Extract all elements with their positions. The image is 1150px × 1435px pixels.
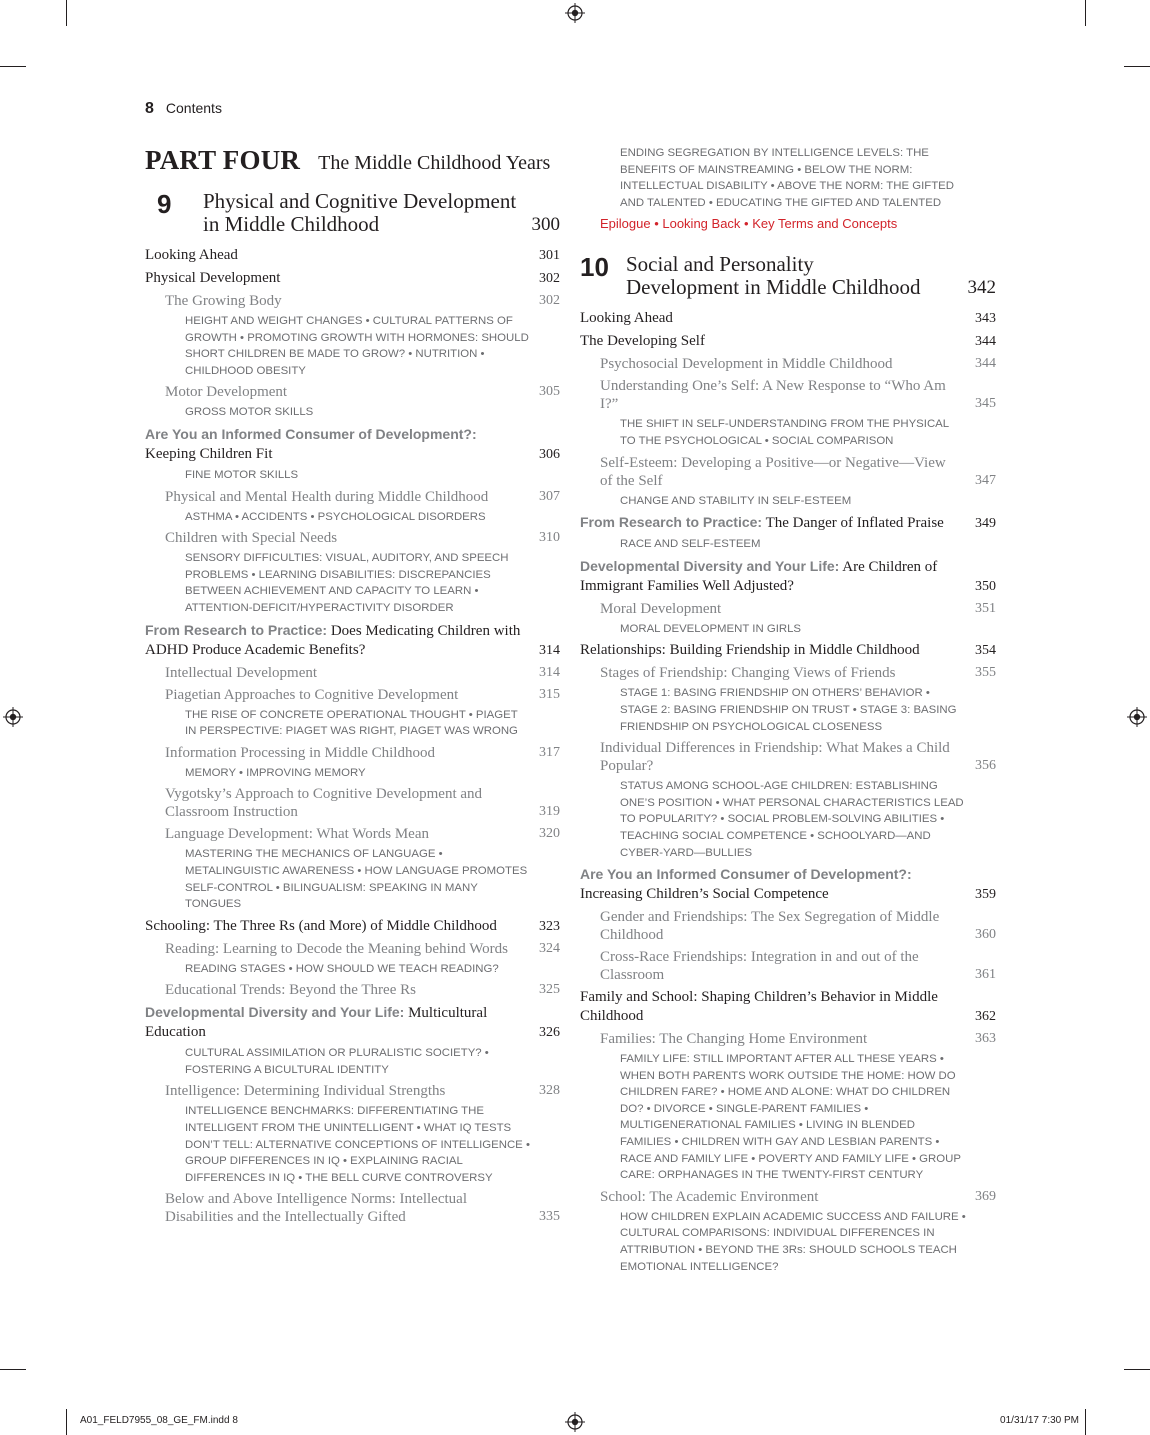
toc-feature-entry[interactable] xyxy=(580,513,996,533)
toc-entry-text: Vygotsky’s Approach to Cognitive Development and Classroom Instruction xyxy=(165,786,483,821)
toc-entry-text: Language Development: What Words Mean xyxy=(165,826,429,843)
toc-entry-text: Physical and Mental Health during Middle Childhood xyxy=(165,488,489,505)
feature-title: Multicultural Education xyxy=(145,1005,488,1041)
toc-page-number: 310 xyxy=(539,530,560,546)
feature-label: Developmental Diversity and Your Life: xyxy=(580,557,840,574)
toc-section-entry[interactable] xyxy=(580,988,996,1026)
toc-page-number: 302 xyxy=(539,271,560,286)
toc-page-number: 306 xyxy=(539,446,560,462)
page-number: 8 xyxy=(145,100,154,117)
toc-list xyxy=(580,309,996,1275)
toc-subsection-entry[interactable] xyxy=(580,454,996,490)
toc-entry-text: Self-Esteem: Developing a Positive—or Negative—View of the Self xyxy=(600,454,946,489)
toc-page-number: 326 xyxy=(539,1025,560,1041)
toc-topic-list: MORAL DEVELOPMENT IN GIRLS xyxy=(620,622,802,635)
toc-topic-list: ENDING SEGREGATION BY INTELLIGENCE LEVELS: THE BENEFITS OF MAINSTREAMING • BELOW THE NORM: INTELLECTUAL DISABILITY • ABOVE THE NORM: THE GIFTED AND TALENTED • EDUCATING THE GIFTED AND TALENTED xyxy=(620,147,954,209)
toc-page-number: 355 xyxy=(975,665,996,681)
toc-page-number: 360 xyxy=(975,927,996,943)
toc-page-number: 362 xyxy=(975,1009,996,1025)
toc-section-entry[interactable] xyxy=(145,269,560,288)
toc-entry-text xyxy=(580,513,960,533)
toc-topic-list: STATUS AMONG SCHOOL-AGE CHILDREN: ESTABLISHING ONE’S POSITION • WHAT PERSONAL CHARACTERISTICS LEAD TO POPULARITY? • SOCIAL PROBLEM-SOLVING ABILITIES • TEACHING SOCIAL COMPETENCE • SCHOOLYARD—AND CYBER-YARD—BULLIES xyxy=(620,780,964,859)
epilogue-line[interactable]: Epilogue • Looking Back • Key Terms and Concepts xyxy=(600,216,898,232)
feature-label: From Research to Practice: xyxy=(580,514,763,531)
feature-title: Increasing Children’s Social Competence xyxy=(580,886,829,903)
toc-subsection-entry[interactable] xyxy=(145,981,560,999)
toc-topic-list: STAGE 1: BASING FRIENDSHIP ON OTHERS’ BEHAVIOR • STAGE 2: BASING FRIENDSHIP ON TRUST • STAGE 3: BASING FRIENDSHIP ON PSYCHOLOGICAL CLOSENESS xyxy=(620,687,957,733)
toc-list xyxy=(580,145,996,211)
crop-mark xyxy=(1124,1369,1150,1370)
toc-topic-list: READING STAGES • HOW SHOULD WE TEACH READING? xyxy=(185,962,499,975)
toc-page-number: 356 xyxy=(975,758,996,774)
toc-subsection-entry[interactable] xyxy=(580,739,996,775)
footer-file: A01_FELD7955_08_GE_FM.indd 8 xyxy=(80,1415,238,1426)
toc-page-number: 325 xyxy=(539,982,560,998)
toc-page-number: 315 xyxy=(539,686,560,702)
toc-page-number: 335 xyxy=(539,1209,560,1225)
crop-mark xyxy=(0,1369,26,1370)
toc-entry-text: School: The Academic Environment xyxy=(600,1188,819,1205)
toc-section-entry[interactable] xyxy=(580,332,996,351)
toc-entry-text: The Developing Self xyxy=(580,333,705,350)
toc-entry-text: Families: The Changing Home Environment xyxy=(600,1031,868,1048)
toc-section-entry[interactable] xyxy=(580,641,996,660)
running-title: Contents xyxy=(165,100,222,116)
toc-feature-entry[interactable] xyxy=(580,865,996,904)
toc-entry-text: Reading: Learning to Decode the Meaning behind Words xyxy=(165,940,509,957)
toc-section-entry[interactable] xyxy=(145,917,560,936)
toc-page-number: 324 xyxy=(539,940,560,956)
toc-topic-list: FAMILY LIFE: STILL IMPORTANT AFTER ALL THESE YEARS • WHEN BOTH PARENTS WORK OUTSIDE THE HOME: HOW DO CHILDREN FARE? • HOME AND ALONE: WHAT DO CHILDREN DO? • DIVORCE • SINGLE-PARENT FAMILIES • MULTIGENERATIONAL FAMILIES • LIVING IN BLENDED FAMILIES • CHILDREN WITH GAY AND LESBIAN PARENTS • RACE AND FAMILY LIFE • POVERTY AND FAMILY LIFE • GROUP CARE: ORPHANAGES IN THE TWENTY-FIRST CENTURY xyxy=(620,1053,961,1182)
toc-page-number: 359 xyxy=(975,887,996,903)
toc-page-number: 319 xyxy=(539,804,560,820)
crop-mark xyxy=(0,66,26,67)
toc-page-number: 307 xyxy=(539,488,560,504)
toc-page-number: 361 xyxy=(975,967,996,983)
toc-entry-text: Individual Differences in Friendship: What Makes a Child Popular? xyxy=(600,740,950,775)
toc-page-number: 345 xyxy=(975,396,996,412)
toc-subsection-entry[interactable] xyxy=(145,529,560,547)
toc-section-entry[interactable] xyxy=(580,309,996,328)
toc-subsection-entry[interactable] xyxy=(145,292,560,310)
toc-entry-text: Stages of Friendship: Changing Views of Friends xyxy=(600,665,896,682)
toc-page-number: 349 xyxy=(975,516,996,532)
toc-subsection-entry[interactable] xyxy=(580,664,996,682)
feature-label: Are You an Informed Consumer of Development?: xyxy=(145,425,477,442)
chapter-number: 9 xyxy=(157,189,172,219)
toc-entry-text: Schooling: The Three Rs (and More) of Middle Childhood xyxy=(145,917,497,934)
registration-mark-icon xyxy=(565,3,585,23)
toc-page-number: 301 xyxy=(539,248,560,263)
footer-timestamp: 01/31/17 7:30 PM xyxy=(1000,1415,1079,1426)
toc-entry-text: Looking Ahead xyxy=(580,310,673,327)
feature-title: The Danger of Inflated Praise xyxy=(765,515,944,532)
toc-entry-text: Family and School: Shaping Children’s Behavior in Middle Childhood xyxy=(580,989,938,1025)
toc-topic-list: MEMORY • IMPROVING MEMORY xyxy=(185,766,366,779)
toc-entry-text: Intelligence: Determining Individual Strengths xyxy=(165,1083,446,1100)
toc-entry-text: Cross-Race Friendships: Integration in and out of the Classroom xyxy=(600,949,919,984)
chapter-page: 342 xyxy=(967,277,996,299)
toc-topic-list: SENSORY DIFFICULTIES: VISUAL, AUDITORY, AND SPEECH PROBLEMS • LEARNING DISABILITIES: DISCREPANCIES BETWEEN ACHIEVEMENT AND CAPACITY TO LEARN • ATTENTION-DEFICIT/HYPERACTIVITY DISORDER xyxy=(185,552,509,614)
toc-entry-text: Psychosocial Development in Middle Childhood xyxy=(600,356,893,373)
toc-section-entry[interactable] xyxy=(145,246,560,265)
toc-entry-text: The Growing Body xyxy=(165,293,282,309)
chapter-heading[interactable] xyxy=(580,253,996,299)
right-column xyxy=(580,145,996,1275)
toc-entry-text: Piagetian Approaches to Cognitive Development xyxy=(165,686,459,703)
toc-topic-list: GROSS MOTOR SKILLS xyxy=(185,406,314,419)
toc-entry-text xyxy=(580,557,960,596)
toc-entry-text: Looking Ahead xyxy=(145,247,238,263)
toc-feature-entry[interactable] xyxy=(145,425,560,464)
crop-mark xyxy=(1085,1409,1086,1435)
feature-label: Developmental Diversity and Your Life: xyxy=(145,1004,405,1021)
part-heading xyxy=(145,145,560,176)
toc-page-number: 317 xyxy=(539,744,560,760)
part-title: The Middle Childhood Years xyxy=(318,152,551,174)
toc-subsection-entry[interactable] xyxy=(145,686,560,704)
toc-topic-list: HEIGHT AND WEIGHT CHANGES • CULTURAL PATTERNS OF GROWTH • PROMOTING GROWTH WITH HORMONES: SHOULD SHORT CHILDREN BE MADE TO GROW? • NUTRITION • CHILDHOOD OBESITY xyxy=(185,315,529,377)
crop-mark xyxy=(1124,66,1150,67)
toc-page-number: 369 xyxy=(975,1188,996,1204)
toc-subsection-entry[interactable] xyxy=(580,948,996,984)
toc-entry-text: Below and Above Intelligence Norms: Intellectual Disabilities and the Intellectually Gifted xyxy=(165,1191,467,1226)
toc-page-number: 354 xyxy=(975,643,996,659)
toc-subsection-entry[interactable] xyxy=(145,383,560,401)
toc-entry-text: Intellectual Development xyxy=(165,664,318,681)
chapter-page: 300 xyxy=(531,214,560,235)
left-column xyxy=(145,145,560,1226)
toc-subsection-entry[interactable] xyxy=(145,940,560,958)
toc-page-number: 305 xyxy=(539,384,560,400)
toc-page-number: 320 xyxy=(539,826,560,842)
toc-entry-text xyxy=(145,1003,524,1042)
feature-title: Does Medicating Children with ADHD Produce Academic Benefits? xyxy=(145,622,521,658)
part-label: PART FOUR xyxy=(145,145,301,175)
toc-entry-text xyxy=(145,621,524,660)
toc-entry-text: Motor Development xyxy=(165,384,288,401)
toc-page-number: 314 xyxy=(539,642,560,658)
toc-topic-list: CULTURAL ASSIMILATION OR PLURALISTIC SOCIETY? • FOSTERING A BICULTURAL IDENTITY xyxy=(185,1047,489,1076)
toc-topic-list: FINE MOTOR SKILLS xyxy=(185,468,299,481)
toc-page-number: 344 xyxy=(975,334,996,350)
toc-subsection-entry[interactable] xyxy=(145,825,560,843)
feature-title: Are Children of Immigrant Families Well Adjusted? xyxy=(580,558,938,594)
toc-entry-text xyxy=(580,865,960,904)
toc-subsection-entry[interactable] xyxy=(580,1030,996,1048)
crop-mark xyxy=(66,1409,67,1435)
toc-entry-text: Moral Development xyxy=(600,600,722,617)
toc-page-number: 343 xyxy=(975,311,996,327)
toc-subsection-entry[interactable] xyxy=(145,785,560,821)
toc-feature-entry[interactable] xyxy=(145,621,560,660)
crop-mark xyxy=(66,0,67,26)
toc-page-number: 314 xyxy=(539,664,560,680)
feature-label: Are You an Informed Consumer of Development?: xyxy=(580,866,912,883)
toc-entry-text xyxy=(145,425,524,464)
toc-entry-text: Relationships: Building Friendship in Middle Childhood xyxy=(580,642,920,659)
toc-page-number: 363 xyxy=(975,1031,996,1047)
toc-page-number: 302 xyxy=(539,293,560,308)
toc-topic-list: THE SHIFT IN SELF-UNDERSTANDING FROM THE PHYSICAL TO THE PSYCHOLOGICAL • SOCIAL COMPARISON xyxy=(620,418,949,447)
toc-entry-text: Educational Trends: Beyond the Three Rs xyxy=(165,982,416,999)
toc-topic-list: CHANGE AND STABILITY IN SELF-ESTEEM xyxy=(620,494,852,507)
toc-entry-text: Children with Special Needs xyxy=(165,530,338,547)
toc-page-number: 350 xyxy=(975,578,996,594)
toc-feature-entry[interactable] xyxy=(145,1003,560,1042)
toc-page-number: 351 xyxy=(975,600,996,616)
toc-subsection-entry[interactable] xyxy=(145,488,560,506)
toc-entry-text: Information Processing in Middle Childhood xyxy=(165,744,435,761)
toc-feature-entry[interactable] xyxy=(580,557,996,596)
toc-subsection-entry[interactable] xyxy=(145,664,560,682)
toc-page-number: 347 xyxy=(975,472,996,488)
chapter-title: Physical and Cognitive Development in Middle Childhood xyxy=(203,189,517,236)
toc-subsection-entry[interactable] xyxy=(580,377,996,413)
toc-subsection-entry[interactable] xyxy=(145,1190,560,1226)
toc-topic-list: HOW CHILDREN EXPLAIN ACADEMIC SUCCESS AND FAILURE • CULTURAL COMPARISONS: INDIVIDUAL DIFFERENCES IN ATTRIBUTION • BEYOND THE 3Rs: SHOULD SCHOOLS TEACH EMOTIONAL INTELLIGENCE? xyxy=(620,1210,966,1273)
crop-mark xyxy=(1085,0,1086,26)
toc-subsection-entry[interactable] xyxy=(580,600,996,618)
chapter-number: 10 xyxy=(580,252,609,283)
toc-subsection-entry[interactable] xyxy=(580,355,996,373)
chapter-title: Social and Personality Development in Middle Childhood xyxy=(626,252,921,300)
feature-label: From Research to Practice: xyxy=(145,621,328,638)
toc-topic-list: MASTERING THE MECHANICS OF LANGUAGE • METALINGUISTIC AWARENESS • HOW LANGUAGE PROMOTES SELF-CONTROL • BILINGUALISM: SPEAKING IN MANY TONGUES xyxy=(185,848,528,911)
toc-subsection-entry[interactable] xyxy=(145,1082,560,1100)
toc-topic-list: RACE AND SELF-ESTEEM xyxy=(620,538,761,551)
toc-page-number: 323 xyxy=(539,918,560,934)
feature-title: Keeping Children Fit xyxy=(145,445,273,462)
registration-mark-icon xyxy=(3,707,23,727)
toc-list xyxy=(145,246,560,1226)
toc-page-number: 344 xyxy=(975,356,996,372)
toc-subsection-entry[interactable] xyxy=(145,744,560,762)
toc-subsection-entry[interactable] xyxy=(580,908,996,944)
toc-topic-list: INTELLIGENCE BENCHMARKS: DIFFERENTIATING THE INTELLIGENT FROM THE UNINTELLIGENT • WHAT IQ TESTS DON’T TELL: ALTERNATIVE CONCEPTIONS OF INTELLIGENCE • GROUP DIFFERENCES IN IQ • EXPLAINING RACIAL DIFFERENCES IN IQ • THE BELL CURVE CONTROVERSY xyxy=(185,1105,530,1184)
toc-page-number: 328 xyxy=(539,1083,560,1099)
registration-mark-icon xyxy=(565,1412,585,1432)
toc-entry-text: Physical Development xyxy=(145,270,281,286)
toc-subsection-entry[interactable] xyxy=(580,1188,996,1206)
running-header xyxy=(145,100,222,118)
toc-topic-list: THE RISE OF CONCRETE OPERATIONAL THOUGHT • PIAGET IN PERSPECTIVE: PIAGET WAS RIGHT, PIAGET WAS WRONG xyxy=(185,708,518,738)
toc-topic-list: ASTHMA • ACCIDENTS • PSYCHOLOGICAL DISORDERS xyxy=(185,510,486,523)
toc-entry-text: Gender and Friendships: The Sex Segregation of Middle Childhood xyxy=(600,909,940,944)
chapter-heading[interactable] xyxy=(145,190,560,236)
registration-mark-icon xyxy=(1127,707,1147,727)
toc-entry-text: Understanding One’s Self: A New Response to “Who Am I?” xyxy=(600,378,946,413)
